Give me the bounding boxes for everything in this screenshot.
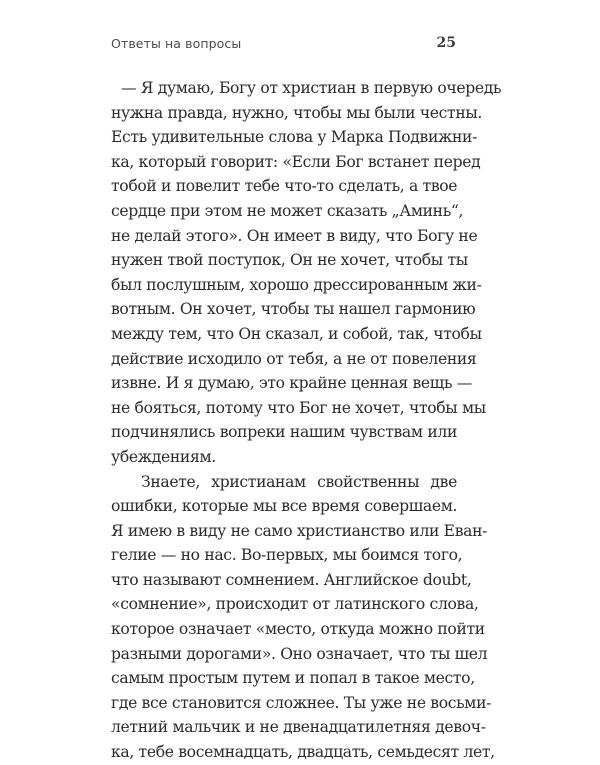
text-line: вотным. Он хочет, чтобы ты нашел гармонию: [111, 300, 476, 319]
paragraph-1: [111, 76, 502, 470]
text-line: разными дорогами». Оно означает, что ты шел: [111, 644, 488, 663]
text-line: ка, который говорит: «Если Бог встанет перед: [111, 152, 481, 171]
text-line: не бояться, потому что Бог не хочет, чтобы мы: [111, 398, 486, 417]
text-line: Есть удивительные слова у Марка Подвижни-: [111, 128, 478, 147]
text-line: тобой и повелит тебе что-то сделать, а твое: [111, 177, 458, 196]
body-text: [111, 76, 502, 765]
text-line: ошибки, которые мы все время совершаем.: [111, 497, 458, 516]
text-line: убеждениям.: [111, 447, 216, 466]
text-line: между тем, что Он сказал, и собой, так, чтобы: [111, 324, 482, 343]
text-line: летний мальчик и не двенадцатилетняя девоч-: [111, 718, 486, 737]
text-line: нужен твой поступок, Он не хочет, чтобы ты: [111, 251, 468, 270]
text-line: извне. И я думаю, это крайне ценная вещь —: [111, 374, 472, 393]
running-title: Ответы на вопросы: [111, 36, 242, 51]
paragraph-2: [111, 470, 495, 765]
text-line: гелие — но нас. Во-первых, мы боимся того,: [111, 546, 463, 565]
text-line: нужна правда, нужно, чтобы мы были честны.: [111, 103, 483, 122]
text-line: ка, тебе восемнадцать, двадцать, семьдесят лет,: [111, 743, 495, 762]
text-line: самым простым путем и попал в такое место,: [111, 669, 475, 688]
page-number: 25: [436, 35, 456, 51]
text-line: где все становится сложнее. Ты уже не восьми-: [111, 693, 492, 712]
text-line: сердце при этом не может сказать „Аминь“,: [111, 201, 464, 220]
text-line: был послушным, хорошо дрессированным жи-: [111, 275, 482, 294]
text-line: «сомнение», происходит от латинского слова,: [111, 595, 479, 614]
text-line: которое означает «место, откуда можно пойти: [111, 620, 485, 639]
running-head: [111, 36, 456, 56]
text-line: не делай этого». Он имеет в виду, что Богу не: [111, 226, 478, 245]
text-line: Знаете, христианам свойственны две: [141, 472, 457, 491]
text-line: Я имею в виду не само христианство или Еван-: [111, 521, 488, 540]
text-line: — Я думаю, Богу от христиан в первую очередь: [121, 79, 502, 97]
text-line: что называют сомнением. Английское doubt,: [111, 570, 472, 589]
text-line: действие исходило от тебя, а не от повеления: [111, 349, 477, 368]
text-line: подчинялись вопреки нашим чувствам или: [111, 423, 457, 442]
